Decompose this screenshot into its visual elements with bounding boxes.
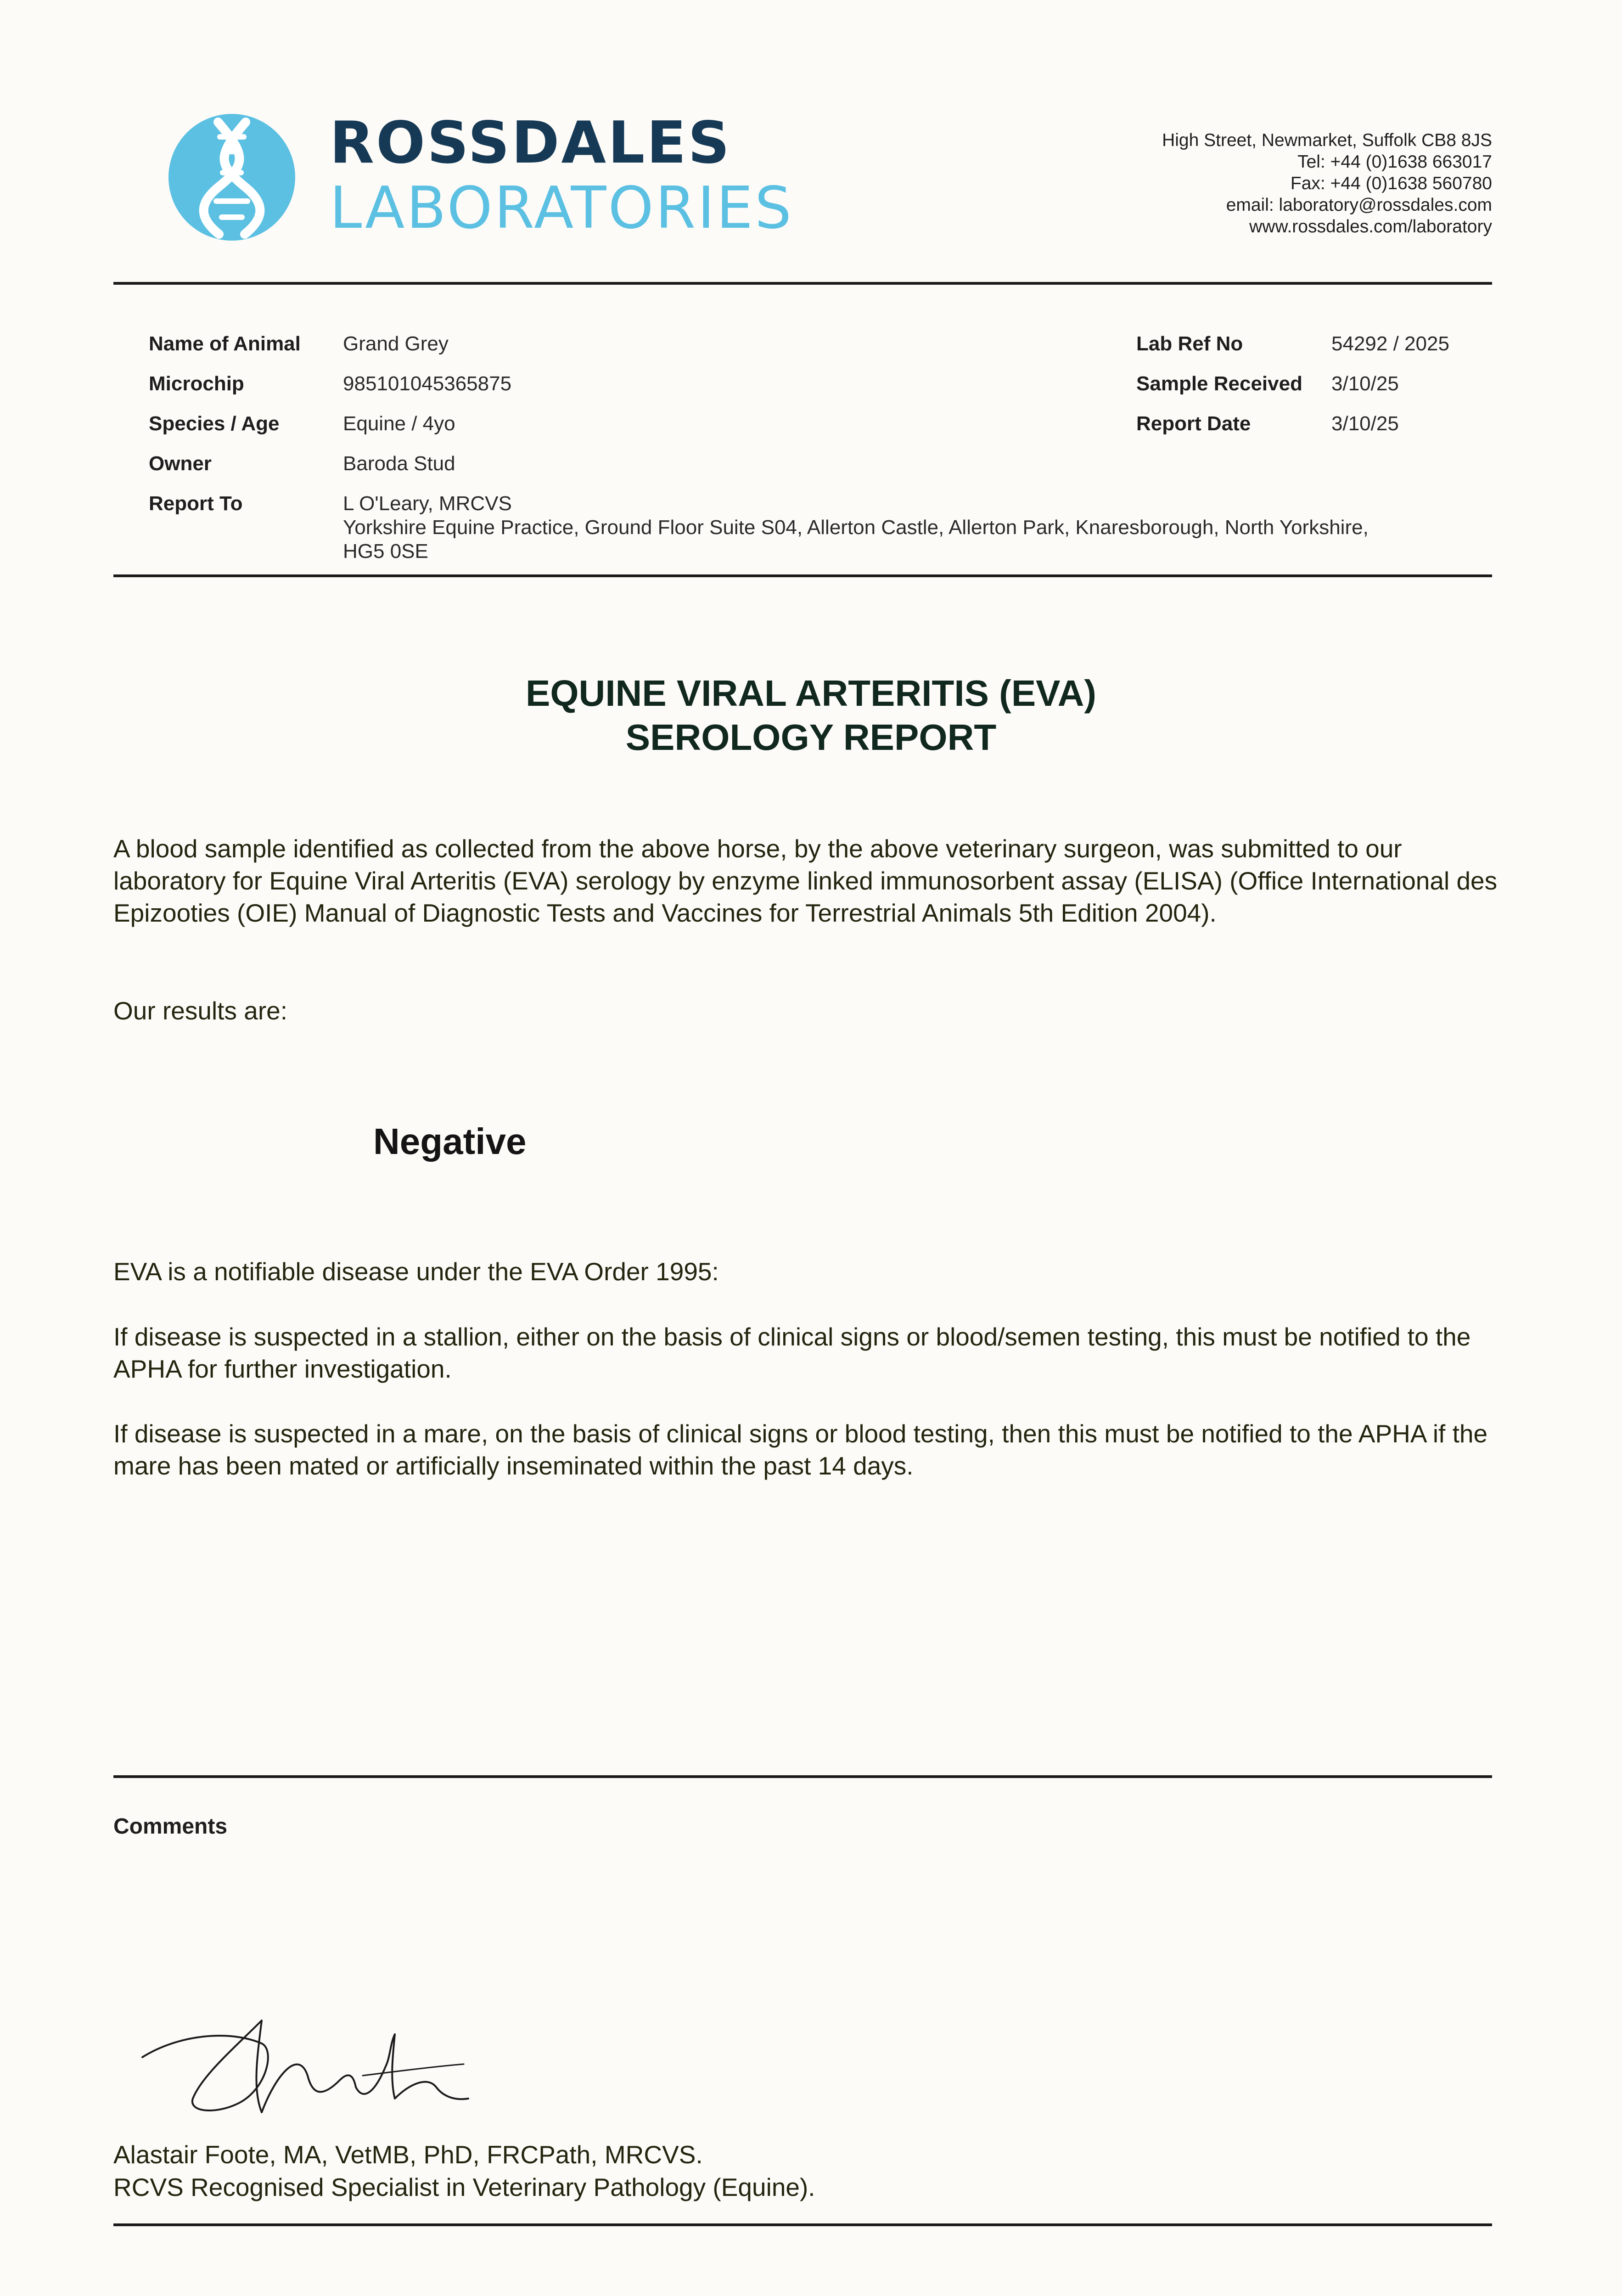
comments-divider (113, 1775, 1492, 1778)
owner-value: Baroda Stud (343, 452, 455, 475)
sample-received-label: Sample Received (1136, 372, 1302, 395)
report-to-label: Report To (149, 492, 243, 515)
species-age-value: Equine / 4yo (343, 412, 455, 435)
report-title-line2: SEROLOGY REPORT (625, 717, 997, 758)
microchip-label: Microchip (149, 372, 244, 395)
report-date-value: 3/10/25 (1331, 412, 1399, 435)
mare-guidance: If disease is suspected in a mare, on the basis of clinical signs or blood testing, then this must be notified to the APHA if the mare has been mated or artificially inseminated within the past 14 days. (113, 1419, 1488, 1480)
name-of-animal-value: Grand Grey (343, 332, 449, 355)
stallion-guidance: If disease is suspected in a stallion, either on the basis of clinical signs or blood/semen testing, this must be notified to the APHA for further investigation. (113, 1322, 1471, 1383)
report-to-postcode: HG5 0SE (343, 540, 428, 563)
contact-tel: Tel: +44 (0)1638 663017 (1297, 152, 1492, 172)
contact-address: High Street, Newmarket, Suffolk CB8 8JS (1162, 130, 1492, 150)
contact-block (1162, 129, 1492, 237)
microchip-value: 985101045365875 (343, 372, 512, 395)
sample-received-value: 3/10/25 (1331, 372, 1399, 395)
name-of-animal-label: Name of Animal (149, 332, 301, 355)
logo-wordmark-laboratories: LABORATORIES (330, 174, 793, 242)
logo-wordmark-rossdales: ROSSDALES (330, 109, 732, 176)
contact-website[interactable]: www.rossdales.com/laboratory (1249, 217, 1492, 236)
header-divider (113, 282, 1492, 285)
dna-helix-icon (168, 114, 295, 241)
species-age-label: Species / Age (149, 412, 280, 435)
signatory-name: Alastair Foote, MA, VetMB, PhD, FRCPath, MRCVS. (113, 2140, 703, 2169)
contact-email[interactable]: email: laboratory@rossdales.com (1226, 195, 1492, 215)
report-title-line1: EQUINE VIRAL ARTERITIS (EVA) (525, 673, 1097, 714)
signature (124, 2007, 473, 2126)
report-to-vet: L O'Leary, MRCVS (343, 492, 512, 515)
report-date-label: Report Date (1136, 412, 1251, 435)
comments-label: Comments (113, 1814, 228, 1839)
report-to-address: Yorkshire Equine Practice, Ground Floor Suite S04, Allerton Castle, Allerton Park, Knaresborough, North Yorkshire, (343, 516, 1369, 539)
intro-paragraph: A blood sample identified as collected from the above horse, by the above veterinary surgeon, was submitted to our laboratory for Equine Viral Arteritis (EVA) serology by enzyme linked immunosorbent assay (ELISA) (Office International des Epizooties (OIE) Manual of Diagnostic Tests and Vaccines for Terrestrial Animals 5th Edition 2004). (113, 834, 1498, 927)
lab-ref-label: Lab Ref No (1136, 332, 1243, 355)
report-title (0, 671, 1622, 760)
info-divider (113, 574, 1492, 577)
results-intro: Our results are: (113, 996, 288, 1025)
signatory-title: RCVS Recognised Specialist in Veterinary Pathology (Equine). (113, 2173, 815, 2201)
footer-divider (113, 2223, 1492, 2226)
notifiable-statement: EVA is a notifiable disease under the EVA Order 1995: (113, 1257, 719, 1286)
result-value: Negative (373, 1121, 527, 1162)
owner-label: Owner (149, 452, 212, 475)
lab-ref-value: 54292 / 2025 (1331, 332, 1449, 355)
contact-fax: Fax: +44 (0)1638 560780 (1290, 174, 1492, 193)
